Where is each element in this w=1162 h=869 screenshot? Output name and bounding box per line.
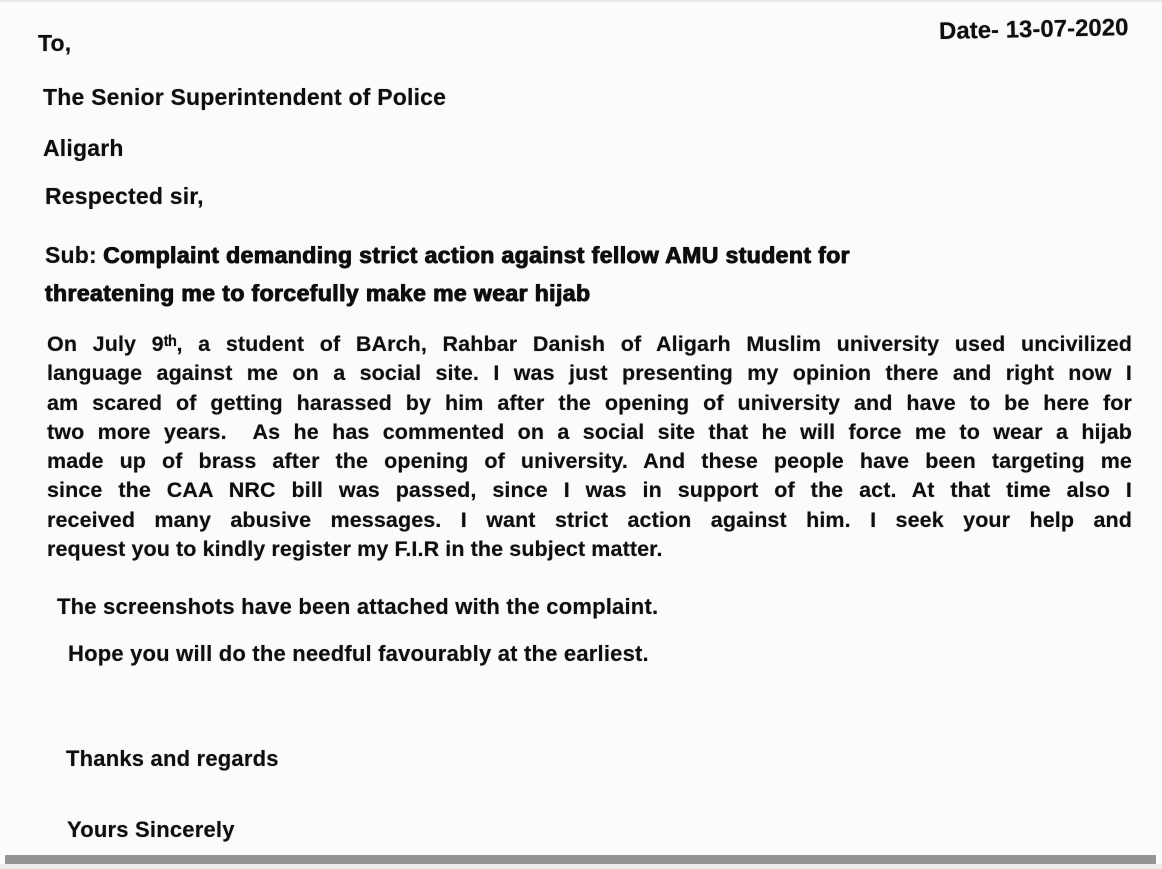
letter-recipient: The Senior Superintendent of Police	[43, 84, 447, 110]
body-line: received many abusive messages. I want strict action against him. I seek your help and	[47, 507, 1132, 532]
body-line: request you to kindly register my F.I.R in the subject matter.	[47, 537, 663, 562]
body-line: On July 9ᵗʰ, a student of BArch, Rahbar Danish of Aligarh Muslim university used uncivilized	[47, 332, 1132, 356]
letter-city: Aligarh	[43, 135, 124, 161]
letter-salutation: To,	[38, 30, 72, 56]
scan-bottom-divider	[5, 855, 1156, 864]
subject-label: Sub:	[45, 242, 97, 268]
body-line: language against me on a social site. I was just presenting my opinion there and right now I	[47, 361, 1132, 386]
letter-greeting: Respected sir,	[45, 183, 204, 209]
letter-subject	[45, 236, 1143, 312]
attachment-note: The screenshots have been attached with the complaint.	[57, 594, 659, 619]
body-line: two more years. As he has commented on a social site that he will force me to wear a hijab	[47, 419, 1132, 444]
scan-top-edge	[0, 0, 1162, 2]
letter-date: Date- 13-07-2020	[938, 14, 1129, 45]
scan-bottom-edge	[0, 864, 1162, 869]
subject-text-line2: threatening me to forcefully make me wear hijab	[45, 280, 591, 306]
body-line: made up of brass after the opening of university. And these people have been targeting me	[47, 449, 1132, 474]
body-line: am scared of getting harassed by him after the opening of university and have to be here for	[47, 390, 1132, 415]
letter-body-paragraph	[47, 330, 1132, 564]
regards-line: Thanks and regards	[66, 746, 279, 771]
subject-text-line1: Complaint demanding strict action against fellow AMU student for	[103, 242, 851, 268]
body-line: since the CAA NRC bill was passed, since I was in support of the act. At that time also I	[47, 478, 1132, 503]
signoff-line: Yours Sincerely	[67, 817, 235, 842]
closing-request: Hope you will do the needful favourably at the earliest.	[68, 641, 649, 666]
